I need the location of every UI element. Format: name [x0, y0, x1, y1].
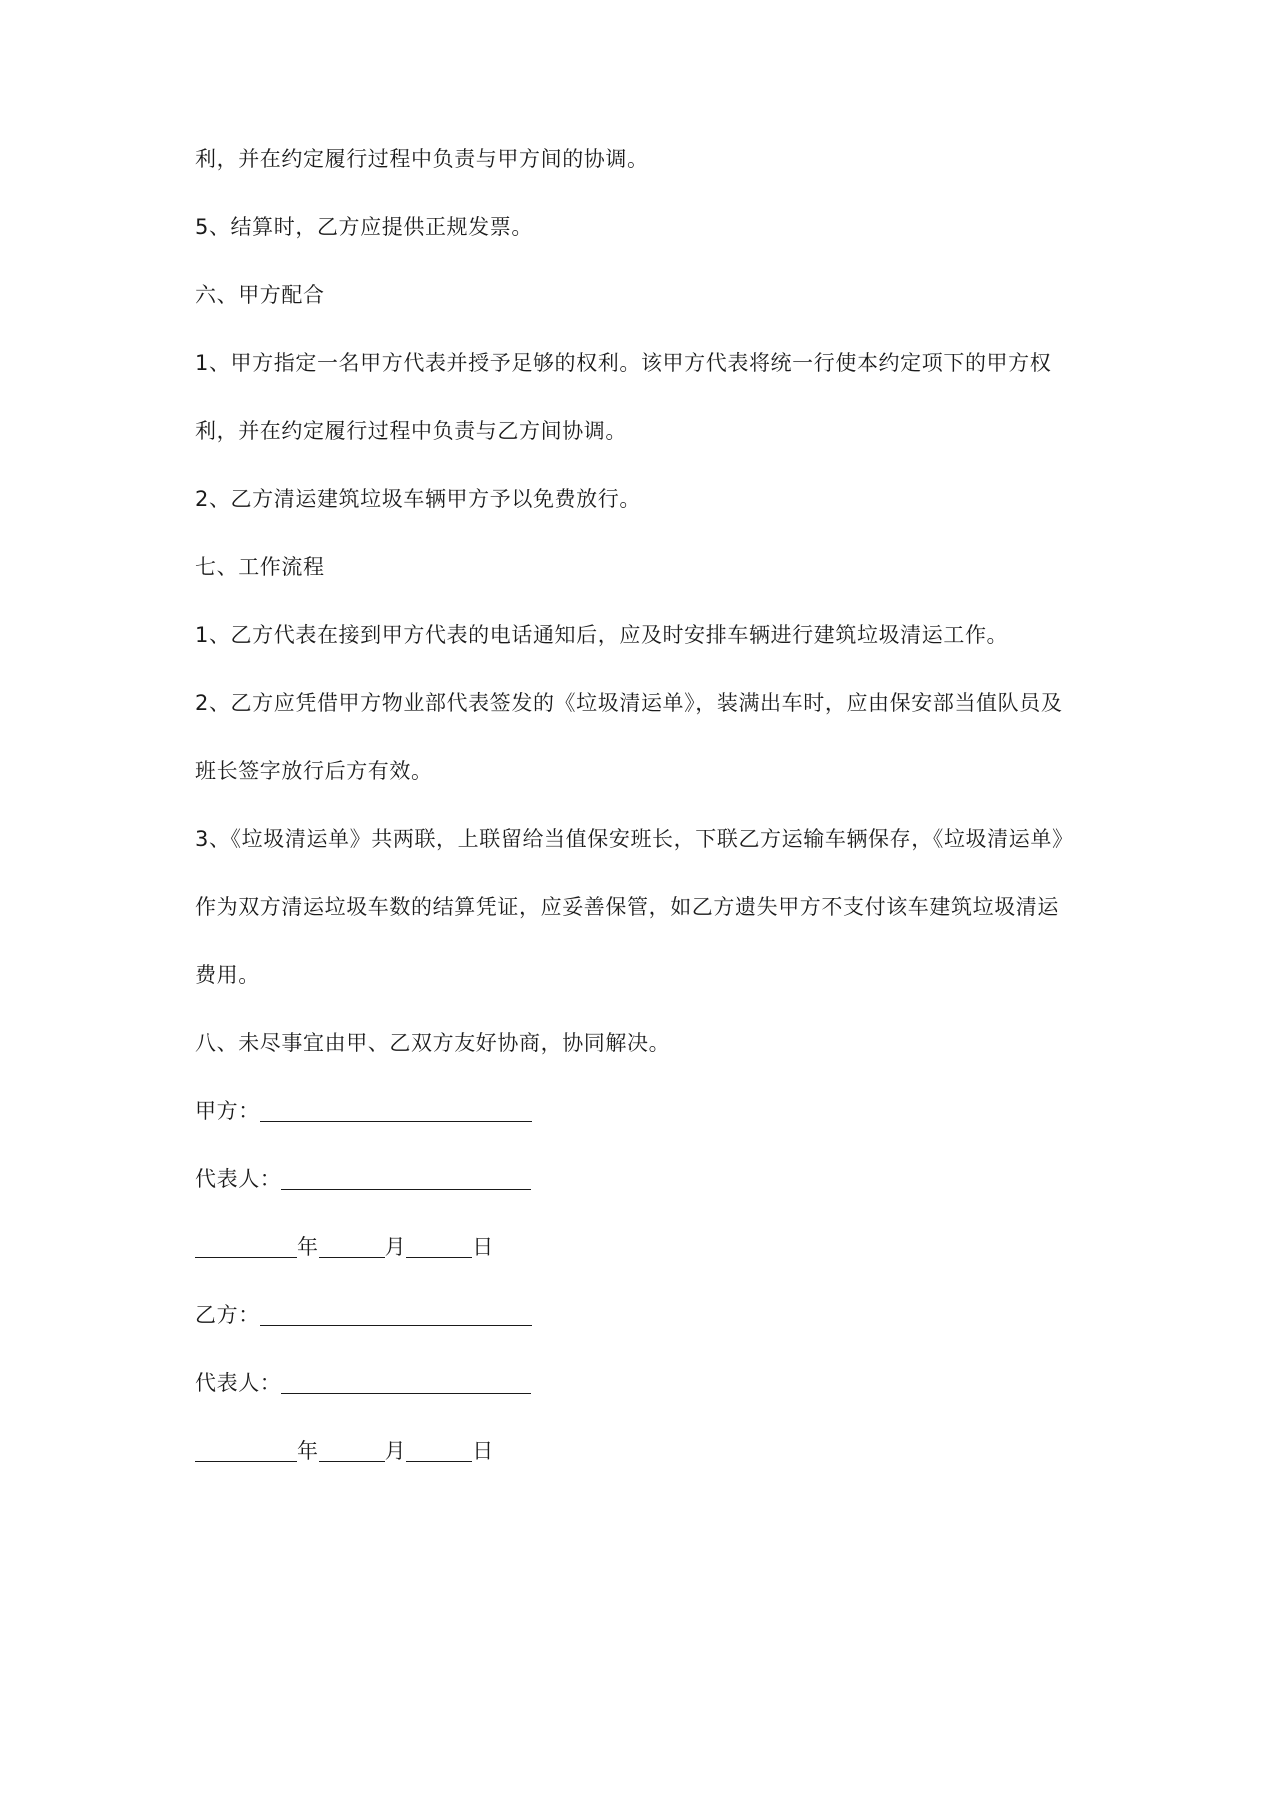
- day-label: 日: [472, 1235, 494, 1259]
- paragraph-text: 5、结算时，乙方应提供正规发票。: [195, 215, 533, 239]
- paragraph-text: 费用。: [195, 963, 260, 987]
- day-blank: [406, 1235, 472, 1258]
- party-b-signature-line: [195, 1300, 1095, 1330]
- paragraph-text: 作为双方清运垃圾车数的结算凭证，应妥善保管，如乙方遗失甲方不支付该车建筑垃圾清运: [195, 895, 1059, 919]
- month-blank: [319, 1439, 385, 1462]
- party-b-rep-signature-line: [195, 1368, 1095, 1398]
- paragraph-text: 2、乙方清运建筑垃圾车辆甲方予以免费放行。: [195, 487, 641, 511]
- section-heading: 八、未尽事宜由甲、乙双方友好协商，协同解决。: [195, 1031, 671, 1055]
- month-blank: [319, 1235, 385, 1258]
- party-a-signature-line: [195, 1096, 1095, 1126]
- paragraph-text: 利，并在约定履行过程中负责与甲方间的协调。: [195, 147, 649, 171]
- month-label: 月: [384, 1439, 407, 1463]
- party-b-label: 乙方：: [195, 1303, 260, 1327]
- month-label: 月: [384, 1235, 407, 1259]
- paragraph-text: 1、乙方代表在接到甲方代表的电话通知后，应及时安排车辆进行建筑垃圾清运工作。: [195, 623, 1009, 647]
- party-b-blank: [260, 1303, 532, 1326]
- day-label: 日: [472, 1439, 494, 1463]
- party-a-rep-label: 代表人：: [195, 1167, 282, 1191]
- party-a-rep-blank: [281, 1167, 531, 1190]
- paragraph-text: 1、甲方指定一名甲方代表并授予足够的权利。该甲方代表将统一行使本约定项下的甲方权: [195, 351, 1052, 375]
- party-b-rep-label: 代表人：: [195, 1371, 282, 1395]
- party-a-date-line: [195, 1232, 1095, 1262]
- party-a-blank: [260, 1099, 532, 1122]
- party-b-rep-blank: [281, 1371, 531, 1394]
- section-heading: 六、甲方配合: [195, 283, 325, 307]
- paragraph-text: 2、乙方应凭借甲方物业部代表签发的《垃圾清运单》，装满出车时，应由保安部当值队员及: [195, 691, 1063, 715]
- year-label: 年: [297, 1235, 319, 1259]
- paragraph-text: 3、《垃圾清运单》共两联，上联留给当值保安班长，下联乙方运输车辆保存，《垃圾清运单》: [195, 827, 1074, 851]
- party-a-label: 甲方：: [195, 1099, 260, 1123]
- year-label: 年: [297, 1439, 319, 1463]
- paragraph-text: 班长签字放行后方有效。: [195, 759, 433, 783]
- section-heading: 七、工作流程: [195, 555, 325, 579]
- day-blank: [406, 1439, 472, 1462]
- year-blank: [195, 1235, 297, 1258]
- party-b-date-line: [195, 1436, 1095, 1466]
- paragraph-text: 利，并在约定履行过程中负责与乙方间协调。: [195, 419, 627, 443]
- year-blank: [195, 1439, 297, 1462]
- party-a-rep-signature-line: [195, 1164, 1095, 1194]
